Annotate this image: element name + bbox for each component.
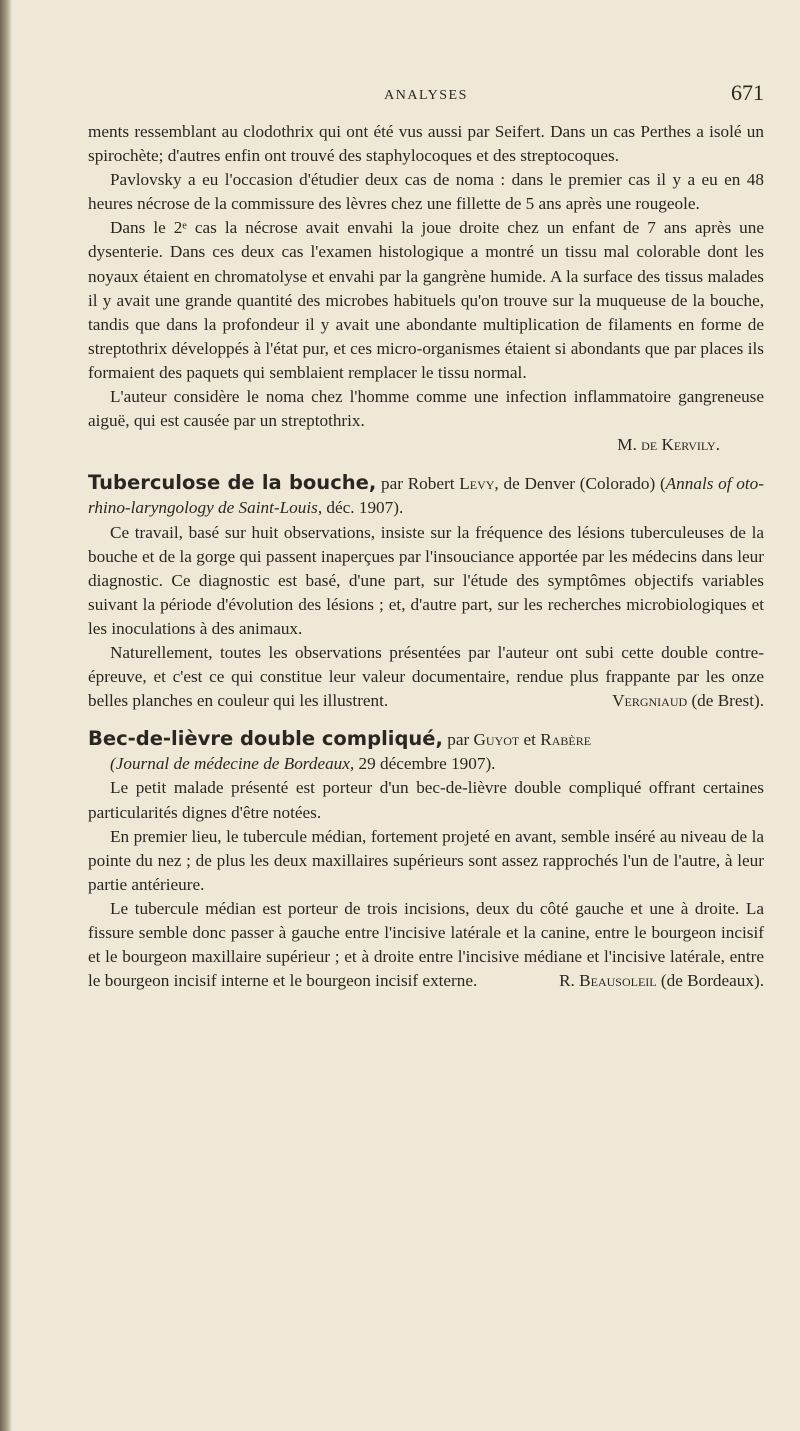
article-tuberculose-source: Annals of oto-rhino-laryngology de Saint-Louis [88, 474, 764, 518]
article-bec-heading [88, 727, 764, 752]
article-bec-source-line [88, 752, 764, 776]
article-tuberculose-signature [590, 689, 764, 713]
page-binding-shadow [0, 0, 12, 1431]
article-bec-author-1: Guyot [473, 730, 520, 750]
article-bec-by: par [442, 730, 474, 750]
intro-paragraph-4: L'auteur considère le noma chez l'homme comme une infection inflammatoire gangreneuse aiguë, qui est causée par un streptothrix. [88, 387, 764, 431]
article-tuberculose-by: par Robert [376, 474, 460, 494]
page-number: 671 [731, 80, 764, 105]
page-header [88, 80, 764, 114]
article-tuberculose-title: Tuberculose de la bouche, [88, 471, 377, 495]
article-tuberculose-author: Levy [459, 474, 495, 494]
article-bec-signature [537, 969, 764, 993]
article-tuberculose-heading [88, 471, 764, 520]
intro-paragraph-2: Pavlovsky a eu l'occasion d'étudier deux cas de noma : dans le premier cas il y a eu en 48 heures nécrose de la commissure des lèvres chez une fillette de 5 ans après une rougeole. [88, 170, 764, 214]
running-head: ANALYSES [384, 88, 468, 103]
intro-signature: M. de Kervily. [617, 435, 720, 455]
intro-paragraph-3: Dans le 2ᵉ cas la nécrose avait envahi la joue droite chez un enfant de 7 ans après une dysenterie. Dans ces deux cas l'examen histologique a montré un tissu mal colorable dont les noyaux étaient en chromatolyse et envahi par la gangrène humide. A la surface des tissus malades il y avait une grande quantité des microbes habituels qu'on trouve sur la muqueuse de la bouche, tandis que dans la profondeur il y avait une abondante multiplication de filaments en forme de streptothrix développés à l'état pur, et ces micro-organismes étaient si abondants que par places ils formaient des paquets qui semblaient remplacer le tissu normal. [88, 218, 764, 382]
article-bec-signature-place: (de Bordeaux). [656, 971, 764, 991]
intro-paragraph-1: ments ressemblant au clodothrix qui ont été vus aussi par Seifert. Dans un cas Perthes a isolé un spirochète; d'autres enfin ont trouvé des staphylocoques et des streptocoques. [88, 122, 764, 166]
article-tuberculose-paragraph-1: Ce travail, basé sur huit observations, insiste sur la fréquence des lésions tuberculeuses de la bouche et de la gorge qui passent inaperçues par l'insouciance apportée par les médecins dans leur diagnostic. Ce diagnostic est basé, d'une part, sur l'étude des symptômes objectifs variables suivant la période d'évolution des lésions ; et, d'autre part, sur les recherches microbiologiques et les inoculations à des animaux. [88, 522, 764, 638]
article-bec-author-2: Rabère [540, 730, 592, 750]
article-bec-title: Bec-de-lièvre double compliqué, [88, 727, 443, 751]
article-tuberculose-paragraph-2 [88, 641, 764, 713]
article-tuberculose-location: , de Denver (Colorado) ( [494, 474, 666, 494]
article-tuberculose-signature-name: Vergniaud [612, 691, 688, 711]
article-tuberculose-date: , déc. 1907). [317, 498, 404, 518]
article-tuberculose-paragraph-2-text: Naturellement, toutes les observations présentées par l'auteur ont subi cette double contre-épreuve, et c'est ce qui constitue leur valeur documentaire, rendue plus frappante par les onze belles planches en couleur qui les illustrent. [88, 642, 764, 711]
article-bec-source: (Journal de médecine de Bordeaux, [110, 754, 355, 774]
article-bec-signature-name: R. Beausoleil [559, 971, 657, 991]
article-bec-paragraph-1: Le petit malade présenté est porteur d'un bec-de-lièvre double compliqué offrant certaines particularités dignes d'être notées. [88, 778, 764, 822]
article-bec-paragraph-3-text: Le tubercule médian est porteur de trois incisions, deux du côté gauche et une à droite. La fissure semble donc passer à gauche entre l'incisive latérale et la canine, entre le bourgeon incisif et le bourgeon maxillaire supérieur ; et à droite entre l'incisive médiane et l'incisive latérale, entre le bourgeon incisif interne et le bourgeon incisif externe. [88, 898, 764, 991]
article-bec-paragraph-3 [88, 897, 764, 993]
page-body [88, 120, 764, 993]
article-tuberculose-signature-place: (de Brest). [687, 691, 764, 711]
article-bec-date: 29 décembre 1907). [354, 754, 496, 774]
article-bec-and: et [519, 730, 541, 750]
article-bec-paragraph-2: En premier lieu, le tubercule médian, fortement projeté en avant, semble inséré au niveau de la pointe du nez ; de plus les deux maxillaires supérieurs sont assez rapprochés l'un de l'autre, à leur partie antérieure. [88, 826, 764, 894]
